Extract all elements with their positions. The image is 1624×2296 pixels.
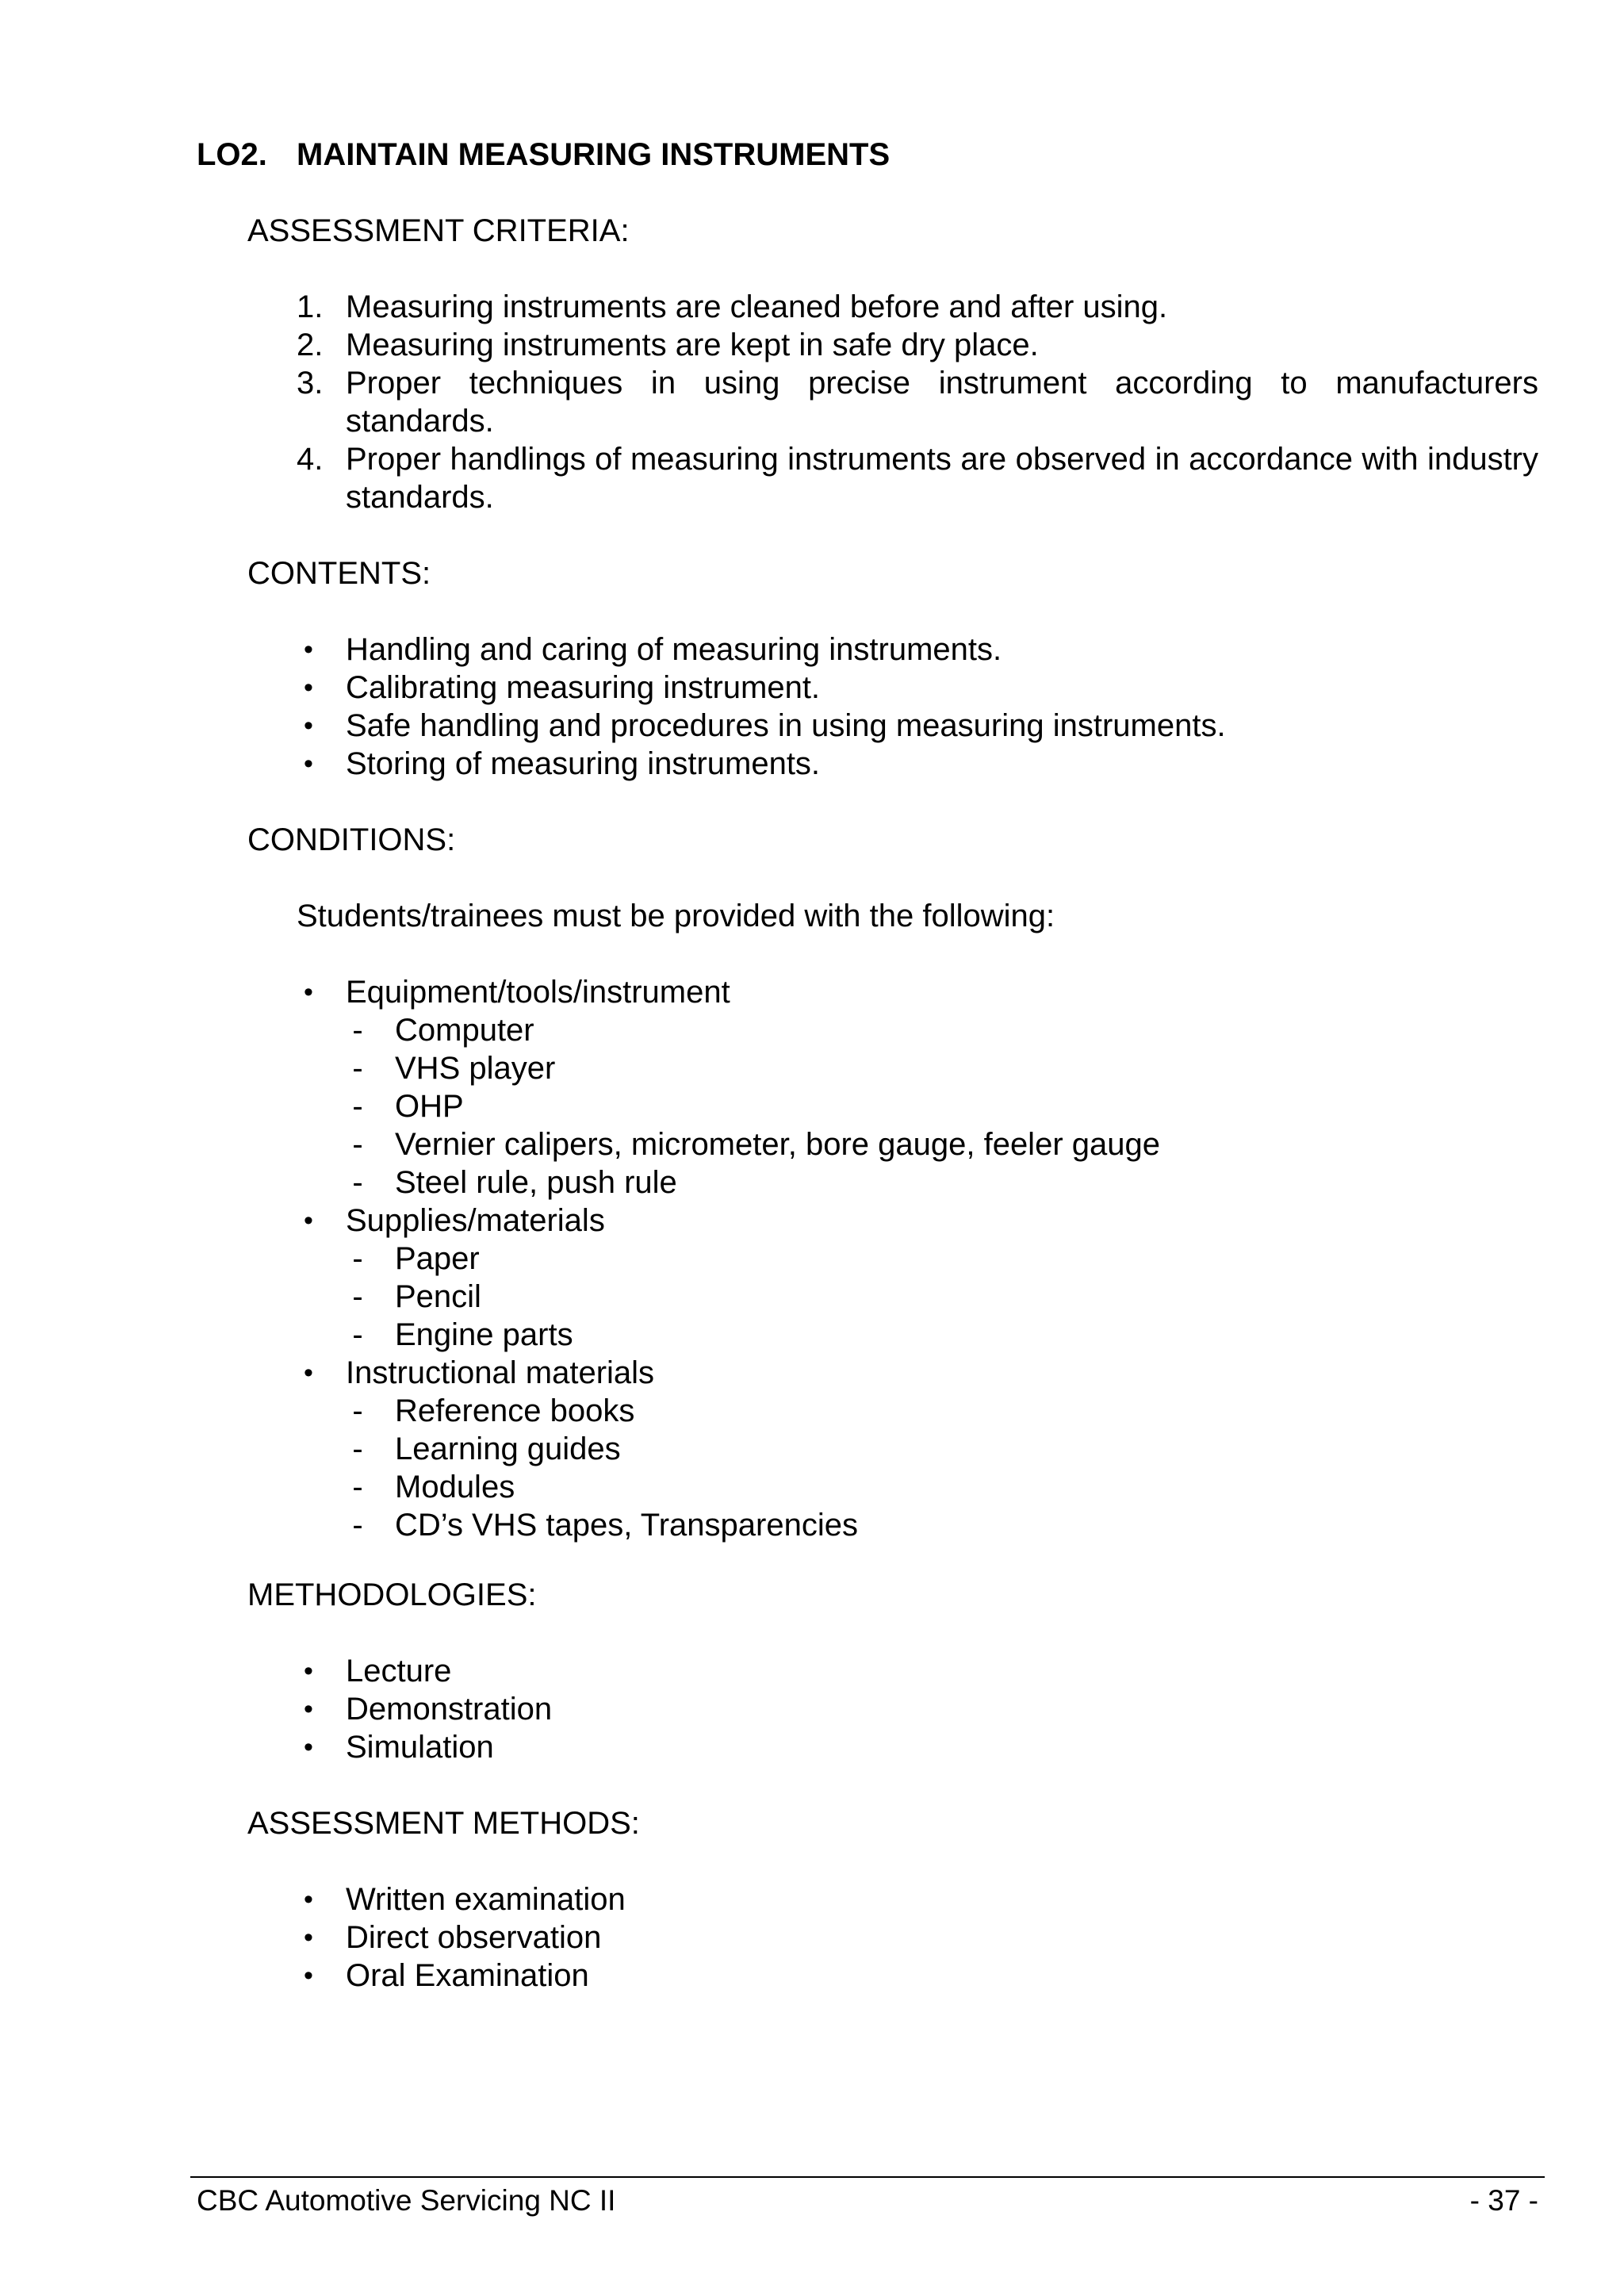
conditions-subitem-text: Engine parts bbox=[395, 1317, 573, 1352]
conditions-subitem-text: Paper bbox=[395, 1241, 480, 1276]
methodologies-item-text: Lecture bbox=[346, 1654, 452, 1688]
conditions-subitem bbox=[346, 1278, 1538, 1316]
dash-icon: - bbox=[352, 1432, 363, 1466]
dash-icon: - bbox=[352, 1393, 363, 1428]
bullet-icon: • bbox=[304, 634, 313, 665]
conditions-group bbox=[247, 1354, 1538, 1544]
contents-list bbox=[247, 631, 1538, 783]
footer-document-title: CBC Automotive Servicing NC II bbox=[197, 2184, 616, 2217]
conditions-sublist bbox=[346, 1240, 1538, 1354]
criteria-item bbox=[247, 364, 1538, 440]
conditions-subitem bbox=[346, 1506, 1538, 1544]
conditions-subitem bbox=[346, 1163, 1538, 1202]
dash-icon: - bbox=[352, 1508, 363, 1543]
bullet-icon: • bbox=[304, 977, 313, 1007]
assessment-methods-item-text: Written examination bbox=[346, 1882, 626, 1917]
criteria-item bbox=[247, 288, 1538, 326]
conditions-subitem-text: OHP bbox=[395, 1089, 464, 1124]
bullet-icon: • bbox=[304, 673, 313, 703]
bullet-icon: • bbox=[304, 711, 313, 741]
methodologies-item bbox=[247, 1652, 1538, 1690]
assessment-methods-item-text: Oral Examination bbox=[346, 1958, 589, 1993]
conditions-subitem-text: Learning guides bbox=[395, 1432, 621, 1466]
bullet-icon: • bbox=[304, 1656, 313, 1686]
methodologies-section bbox=[247, 1576, 1538, 1766]
dash-icon: - bbox=[352, 1089, 363, 1124]
criteria-text: Proper handlings of measuring instruments are observed in accordance with industry standards. bbox=[346, 442, 1538, 515]
criteria-number: 1. bbox=[297, 289, 324, 324]
contents-item-text: Handling and caring of measuring instruments. bbox=[346, 632, 1002, 667]
assessment-methods-section bbox=[247, 1804, 1538, 1995]
assessment-criteria-list bbox=[247, 288, 1538, 516]
contents-item bbox=[247, 745, 1538, 783]
conditions-subitem-text: Computer bbox=[395, 1013, 534, 1048]
assessment-criteria-title: ASSESSMENT CRITERIA: bbox=[247, 213, 630, 248]
assessment-criteria-section bbox=[247, 212, 1538, 516]
conditions-subitem-text: Modules bbox=[395, 1470, 515, 1504]
dash-icon: - bbox=[352, 1127, 363, 1162]
conditions-group bbox=[247, 1202, 1538, 1354]
assessment-methods-item bbox=[247, 1957, 1538, 1995]
conditions-subitem bbox=[346, 1468, 1538, 1506]
contents-item bbox=[247, 669, 1538, 707]
contents-item bbox=[247, 707, 1538, 745]
conditions-section bbox=[247, 821, 1538, 1544]
criteria-text: Measuring instruments are kept in safe dry place. bbox=[346, 328, 1039, 362]
dash-icon: - bbox=[352, 1279, 363, 1314]
methodologies-item-text: Simulation bbox=[346, 1730, 494, 1765]
criteria-number: 3. bbox=[297, 366, 324, 401]
criteria-number: 4. bbox=[297, 442, 324, 477]
conditions-intro: Students/trainees must be provided with the following: bbox=[297, 899, 1055, 933]
bullet-icon: • bbox=[304, 1732, 313, 1762]
bullet-icon: • bbox=[304, 1694, 313, 1724]
conditions-subitem bbox=[346, 1430, 1538, 1468]
criteria-item bbox=[247, 326, 1538, 364]
learning-outcome-title: MAINTAIN MEASURING INSTRUMENTS bbox=[297, 137, 891, 172]
conditions-subitem-text: CD’s VHS tapes, Transparencies bbox=[395, 1508, 858, 1543]
bullet-icon: • bbox=[304, 1961, 313, 1991]
conditions-group-label: Equipment/tools/instrument bbox=[346, 975, 730, 1010]
contents-item bbox=[247, 631, 1538, 669]
conditions-subitem bbox=[346, 1049, 1538, 1087]
dash-icon: - bbox=[352, 1470, 363, 1504]
contents-item-text: Storing of measuring instruments. bbox=[346, 746, 821, 781]
conditions-group-label: Instructional materials bbox=[346, 1355, 655, 1390]
conditions-list bbox=[247, 973, 1538, 1544]
methodologies-item bbox=[247, 1690, 1538, 1728]
conditions-group bbox=[247, 973, 1538, 1202]
bullet-icon: • bbox=[304, 749, 313, 779]
dash-icon: - bbox=[352, 1051, 363, 1086]
dash-icon: - bbox=[352, 1317, 363, 1352]
methodologies-list bbox=[247, 1652, 1538, 1766]
criteria-number: 2. bbox=[297, 328, 324, 362]
conditions-group-label: Supplies/materials bbox=[346, 1203, 605, 1238]
assessment-methods-list bbox=[247, 1880, 1538, 1995]
conditions-sublist bbox=[346, 1011, 1538, 1202]
methodologies-title: METHODOLOGIES: bbox=[247, 1577, 537, 1612]
conditions-subitem-text: VHS player bbox=[395, 1051, 556, 1086]
learning-outcome-heading bbox=[197, 136, 890, 174]
conditions-subitem bbox=[346, 1011, 1538, 1049]
criteria-item bbox=[247, 440, 1538, 516]
conditions-subitem bbox=[346, 1316, 1538, 1354]
conditions-title: CONDITIONS: bbox=[247, 822, 456, 857]
methodologies-item bbox=[247, 1728, 1538, 1766]
conditions-sublist bbox=[346, 1392, 1538, 1544]
methodologies-item-text: Demonstration bbox=[346, 1692, 553, 1727]
dash-icon: - bbox=[352, 1241, 363, 1276]
contents-item-text: Calibrating measuring instrument. bbox=[346, 670, 821, 705]
assessment-methods-item bbox=[247, 1880, 1538, 1918]
assessment-methods-title: ASSESSMENT METHODS: bbox=[247, 1806, 640, 1841]
criteria-text: Proper techniques in using precise instrument according to manufacturers standards. bbox=[346, 366, 1538, 439]
conditions-subitem-text: Pencil bbox=[395, 1279, 481, 1314]
conditions-subitem bbox=[346, 1240, 1538, 1278]
assessment-methods-item-text: Direct observation bbox=[346, 1920, 602, 1955]
conditions-subitem bbox=[346, 1392, 1538, 1430]
bullet-icon: • bbox=[304, 1922, 313, 1953]
contents-item-text: Safe handling and procedures in using measuring instruments. bbox=[346, 708, 1226, 743]
dash-icon: - bbox=[352, 1165, 363, 1200]
dash-icon: - bbox=[352, 1013, 363, 1048]
contents-section bbox=[247, 554, 1538, 783]
bullet-icon: • bbox=[304, 1205, 313, 1236]
footer-divider bbox=[190, 2176, 1545, 2178]
conditions-subitem-text: Steel rule, push rule bbox=[395, 1165, 677, 1200]
conditions-subitem bbox=[346, 1087, 1538, 1125]
contents-title: CONTENTS: bbox=[247, 556, 431, 591]
conditions-subitem-text: Vernier calipers, micrometer, bore gauge, feeler gauge bbox=[395, 1127, 1160, 1162]
conditions-subitem-text: Reference books bbox=[395, 1393, 635, 1428]
assessment-methods-item bbox=[247, 1918, 1538, 1957]
bullet-icon: • bbox=[304, 1358, 313, 1388]
learning-outcome-number: LO2. bbox=[197, 137, 267, 172]
footer-page-number: - 37 - bbox=[1469, 2184, 1538, 2217]
bullet-icon: • bbox=[304, 1884, 313, 1915]
criteria-text: Measuring instruments are cleaned before and after using. bbox=[346, 289, 1168, 324]
conditions-subitem bbox=[346, 1125, 1538, 1163]
